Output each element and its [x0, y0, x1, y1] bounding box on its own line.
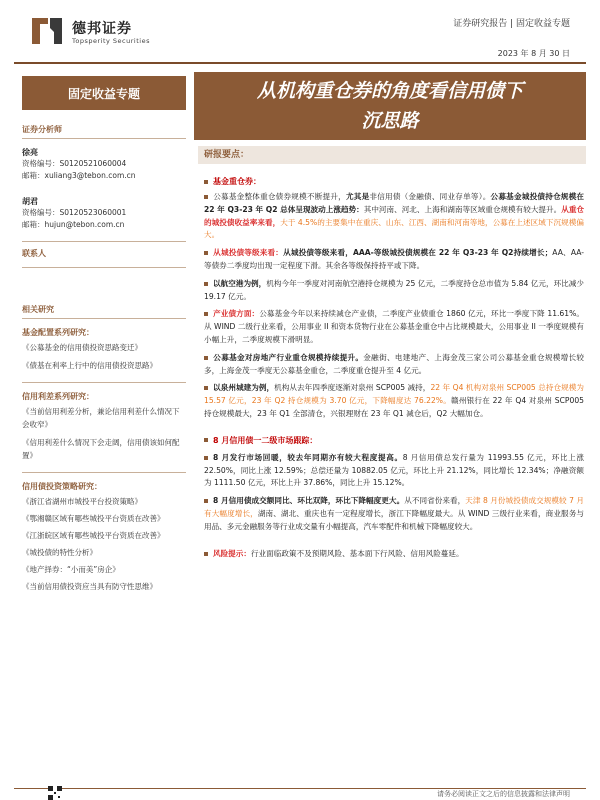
divider	[22, 267, 186, 268]
analyst-name: 胡君	[22, 197, 38, 206]
analyst-heading: 证券分析师	[22, 125, 62, 134]
related-group-title: 信用利差系列研究：	[22, 392, 94, 401]
summary-heading: 研报要点：	[198, 146, 586, 164]
related-group-title: 信用债投资策略研究：	[22, 482, 102, 491]
related-link[interactable]: 《地产择券：“小而美”房企》	[22, 565, 120, 574]
bullet-icon	[204, 312, 208, 316]
summary-body	[204, 176, 584, 560]
related-research-section	[22, 304, 186, 593]
related-link[interactable]: 《债基在利率上行中的信用债投资思路》	[22, 361, 157, 370]
bullet-icon	[204, 456, 208, 460]
related-link[interactable]: 《江浙皖区域有哪些城投平台资质在改善》	[22, 531, 165, 540]
report-date: 2023 年 8 月 30 日	[497, 49, 570, 58]
divider	[22, 472, 186, 473]
bullet-icon	[204, 282, 208, 286]
bullet-icon	[204, 180, 208, 184]
risk-warning: 风险提示：行业面临政策不及预期风险、基本面下行风险、信用风险蔓延。	[204, 548, 584, 561]
bullet-paragraph: 8 月信用债成交额同比、环比双降，环比下降幅度更大。从不同省份来看，天津 8 月份城投债成交规模较 7 月有大幅度增长，湖南、湖北、重庆也有一定程度增长，浙江下降幅度最大。从 WIND 三级行业来看，商业服务与用品、多元金融服务等行业成交量有小幅提高，汽车零配件和机械下降幅度较大。	[204, 496, 584, 531]
related-link[interactable]: 《鄂湘赣区域有哪些城投平台资质在改善》	[22, 514, 165, 523]
bullet-paragraph: 产业债方面：公募基金今年以来持续减仓产业债，二季度产业债重仓 1860 亿元，环比一季度下降 11.61%。从 WIND 二级行业来看，公用事业 II 和资本货物行业在公募基金重仓中占比规模最大，公用事业 II 一季度规模有小幅上升，二季度规模下滑明显。	[204, 309, 585, 344]
related-link[interactable]: 《浙江省湖州市城投平台投资策略》	[22, 497, 142, 506]
bullet-icon	[204, 499, 208, 503]
bullet-icon	[204, 356, 208, 360]
bullet-paragraph: 以泉州城建为例，机构从去年四季度逐渐对泉州 SCP005 减持，22 年 Q4 机构对泉州 SCP005 总持仓规模为 15.57 亿元，23 年 Q2 持仓规模为 3.70 亿元，下降幅度达 76.22%。赣州银行在 22 年 Q4 对泉州 SCP005 持仓规模最大，23 年 Q1 全部清仓，兴银理财在 23 年 Q1 减仓后，Q2 大幅加仓。	[204, 383, 584, 418]
bullet-icon	[204, 251, 208, 255]
header-divider	[14, 62, 586, 64]
footer-disclaimer: 请务必阅读正文之后的信息披露和法律声明	[437, 790, 570, 798]
analyst-name: 徐亮	[22, 148, 38, 157]
divider	[22, 241, 186, 242]
document-type: 证券研究报告 | 固定收益专题	[453, 19, 570, 29]
report-title-line-1: 从机构重仓券的角度看信用债下	[256, 80, 523, 102]
contact-heading: 联系人	[22, 249, 46, 258]
bullet-paragraph: 公募基金整体重仓债券规模不断提升，尤其是非信用债（金融债、同业存单等）。公募基金城投债持仓规模在 22 年 Q3-23 年 Q2 总体呈现波动上涨趋势：其中河南、河北、上海和湖南等区域重仓规模有较大提升。从重仓的城投债收益率来看，大于 4.5%的主要集中在重庆、山东、江西、湖南和河南等地，公募在上述区域下沉规模偏大。	[204, 192, 585, 240]
related-link[interactable]: 《公募基金的信用债投资思路变迁》	[22, 343, 142, 352]
brand-name: 德邦证券	[72, 21, 132, 37]
divider	[22, 318, 186, 319]
analyst-section	[22, 124, 186, 268]
bullet-paragraph: 以航空港为例，机构今年一季度对河南航空港持仓规模为 25 亿元，二季度持仓总市值为 5.84 亿元，环比减少 19.17 亿元。	[204, 278, 584, 301]
section-title: 基金重仓券：	[204, 176, 584, 187]
divider	[22, 382, 186, 383]
related-link[interactable]: 《信用利差什么情况下会走阔，信用债该如何配置》	[22, 438, 180, 460]
analyst-email[interactable]: 邮箱：hujun@tebon.com.cn	[22, 220, 125, 229]
related-link[interactable]: 《当前信用债投资应当具有防守性思维》	[22, 582, 157, 591]
analyst-email[interactable]: 邮箱：xuliang3@tebon.com.cn	[22, 171, 136, 180]
report-title	[194, 72, 586, 140]
related-link[interactable]: 《当前信用利差分析，兼论信用利差什么情况下会收窄》	[22, 407, 180, 429]
bullet-paragraph: 从城投债等级来看：从城投债等级来看，AAA-等级城投债规模在 22 年 Q3-23 年 Q2持续增长；AA、AA-等债券二季度均出现一定程度下滑。其余各等级保持持平或下降。	[204, 248, 584, 270]
related-heading: 相关研究	[22, 305, 54, 314]
divider	[22, 138, 186, 139]
bullet-icon	[204, 386, 208, 390]
report-title-line-2: 沉思路	[361, 110, 419, 132]
bullet-icon	[204, 195, 208, 199]
related-link[interactable]: 《城投债的特性分析》	[22, 548, 97, 557]
analyst-cert: 资格编号：S0120523060001	[22, 208, 127, 217]
bullet-icon	[204, 552, 208, 556]
section-title: 8 月信用债一二级市场跟踪：	[204, 435, 584, 446]
bullet-paragraph: 公募基金对房地产行业重仓规模持续提升。金融街、电建地产、上海金茂三家公司公募基金重仓规模增长较多，上海金茂一季度无公募基金重仓，二季度重仓提升至 4 亿元。	[204, 352, 584, 375]
analyst-cert: 资格编号：S0120521060004	[22, 159, 127, 168]
brand-name-en: Topsperity Securities	[72, 37, 150, 45]
report-category-tag: 固定收益专题	[22, 76, 186, 110]
brand-logo-icon	[28, 14, 66, 48]
qr-code-icon	[48, 786, 62, 800]
bullet-icon	[204, 438, 208, 442]
bullet-paragraph: 8 月发行市场回暖，较去年同期亦有较大程度提高。8 月信用债总发行量为 11993.55 亿元，环比上涨 22.50%，同比上涨 12.59%；总偿还量为 10882.05 亿元，环比上升 21.12%，同比增长 12.34%；净融资额为 1111.50 亿元，环比上升 37.86%，同比上升 15.12%。	[204, 452, 584, 488]
related-group-title: 基金配置系列研究：	[22, 328, 94, 337]
